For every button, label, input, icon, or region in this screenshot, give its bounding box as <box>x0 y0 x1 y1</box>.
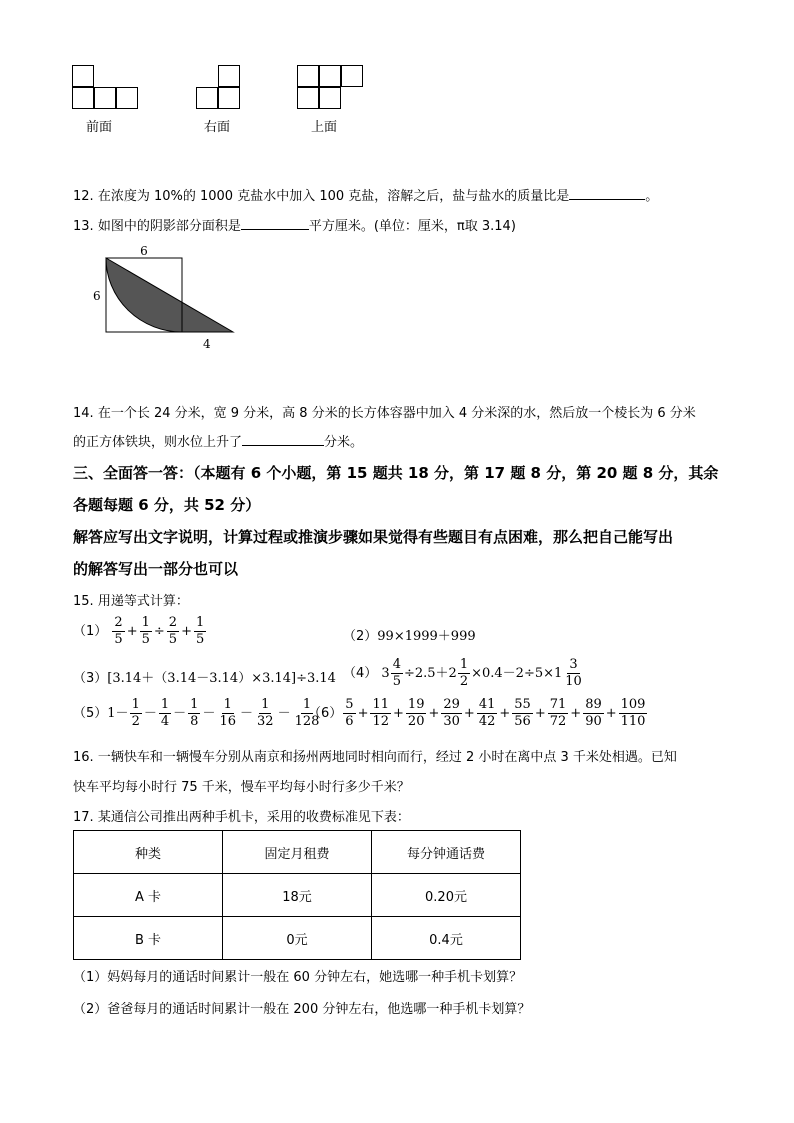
fraction: $\frac{1}{16}$ <box>219 697 236 729</box>
section-3-instructions-line1: 解答应写出文字说明，计算过程或推演步骤如果觉得有些题目有点困难，那么把自己能写出 <box>73 528 674 546</box>
q15-part6: （6） $\frac{5}{6}$ + $\frac{11}{12}$ + $\frac{19}{20}$ + $\frac{29}{30}$ + $\frac{41}{42}$ + $\frac{55}{56}$ + $\frac{71}{72}$ + $\frac{89}{90}$ + $\frac{109}{110}$ <box>308 697 646 729</box>
table-header-cell: 种类 <box>74 831 223 874</box>
answer-blank-13[interactable] <box>241 229 309 230</box>
question-13: 13. 如图中的阴影部分面积是 平方厘米。(单位：厘米，π取 3.14) <box>73 219 516 234</box>
question-17-sub1: （1）妈妈每月的通话时间累计一般在 60 分钟左右，她选哪一种手机卡划算？ <box>73 970 523 985</box>
operator: + <box>534 706 546 721</box>
fraction: $\frac{1}{128}$ <box>294 697 320 729</box>
shaded-region <box>106 258 233 332</box>
fee-table <box>73 830 521 960</box>
table-cell: 18元 <box>223 874 372 917</box>
question-16-line2: 快车平均每小时行 75 千米，慢车平均每小时行多少千米？ <box>73 780 410 795</box>
question-14-line2: 的正方体铁块，则水位上升了 分米。 <box>73 435 364 450</box>
operator: － <box>202 706 216 721</box>
fraction: $\frac{1}{4}$ <box>160 697 170 729</box>
question-17-title: 17. 某通信公司推出两种手机卡，采用的收费标准见下表： <box>73 810 410 825</box>
operator: + <box>463 706 475 721</box>
table-row <box>74 917 521 960</box>
question-16-line1: 16. 一辆快车和一辆慢车分别从南京和扬州两地同时相向而行，经过 2 小时在离中点 3 千米处相遇。已知 <box>73 750 677 765</box>
top-view-label: 上面 <box>311 120 338 135</box>
right-view-label: 右面 <box>204 120 231 135</box>
section-3-heading-line1: 三、全面答一答：（本题有 6 个小题，第 15 题共 18 分，第 17 题 8 分，第 20 题 8 分，其余 <box>73 464 719 482</box>
table-row <box>74 874 521 917</box>
fraction: $\frac{89}{90}$ <box>585 697 602 729</box>
operator: － <box>277 706 291 721</box>
operator: － <box>173 706 187 721</box>
operator: + <box>357 706 369 721</box>
fraction: $\frac{41}{42}$ <box>478 697 496 729</box>
question-12: 12. 在浓度为 10%的 1000 克盐水中加入 100 克盐，溶解之后，盐与盐水的质量比是 。 <box>73 189 659 204</box>
table-header-row <box>74 831 521 874</box>
q15-part5: （5）1－ $\frac{1}{2}$ － $\frac{1}{4}$ － $\frac{1}{8}$ － $\frac{1}{16}$ － $\frac{1}{32}$ － $\frac{1}{128}$ <box>73 697 320 729</box>
question-17-sub2: （2）爸爸每月的通话时间累计一般在 200 分钟左右，他选哪一种手机卡划算？ <box>73 1002 531 1017</box>
fraction: $\frac{1}{8}$ <box>190 697 199 729</box>
operator: + <box>570 706 582 721</box>
fraction: $\frac{19}{20}$ <box>407 697 425 729</box>
operator: + <box>393 706 404 721</box>
fraction: $\frac{5}{6}$ <box>345 697 354 729</box>
fraction: $\frac{109}{110}$ <box>620 697 646 729</box>
table-header-cell: 每分钟通话费 <box>372 831 521 874</box>
fraction: $\frac{29}{30}$ <box>443 697 460 729</box>
operator: － <box>143 706 157 721</box>
fraction: $\frac{71}{72}$ <box>549 697 567 729</box>
table-cell: 0.4元 <box>372 917 521 960</box>
label-bottom-4: 4 <box>203 337 211 351</box>
question-14-line1: 14. 在一个长 24 分米，宽 9 分米，高 8 分米的长方体容器中加入 4 分米深的水，然后放一个棱长为 6 分米 <box>73 406 696 421</box>
operator: － <box>240 706 254 721</box>
front-view-label: 前面 <box>86 120 113 135</box>
q15-part1: （1） $\frac{2}{5}$ + $\frac{1}{5}$ ÷ $\frac{2}{5}$ + $\frac{1}{5}$ <box>73 615 205 647</box>
answer-blank-12[interactable] <box>569 199 645 200</box>
label-top-6: 6 <box>140 244 148 258</box>
fraction: $\frac{1}{32}$ <box>257 697 274 729</box>
shaded-area-figure <box>85 240 255 355</box>
question-15-title: 15. 用递等式计算： <box>73 594 189 609</box>
operator: + <box>428 706 440 721</box>
table-cell: 0元 <box>223 917 372 960</box>
section-3-instructions-line2: 的解答写出一部分也可以 <box>73 560 239 578</box>
section-3-heading-line2: 各题每题 6 分，共 52 分） <box>73 496 261 514</box>
table-cell: B 卡 <box>74 917 223 960</box>
operator: + <box>605 706 617 721</box>
table-cell: A 卡 <box>74 874 223 917</box>
q15-part2: （2）99×1999＋999 <box>343 629 476 644</box>
label-left-6: 6 <box>93 289 101 303</box>
fraction: $\frac{55}{56}$ <box>514 697 531 729</box>
answer-blank-14[interactable] <box>242 445 324 446</box>
fraction: $\frac{1}{2}$ <box>131 697 140 729</box>
q15-part3: （3）[3.14＋（3.14－3.14）×3.14]÷3.14 <box>73 671 336 686</box>
table-header-cell: 固定月租费 <box>223 831 372 874</box>
fraction: $\frac{11}{12}$ <box>372 697 390 729</box>
operator: + <box>499 706 511 721</box>
table-cell: 0.20元 <box>372 874 521 917</box>
q15-part4: （4） 3 $\frac{4}{5}$ ÷2.5＋2 $\frac{1}{2}$ ×0.4－2÷5×1 $\frac{3}{10}$ <box>343 657 582 689</box>
